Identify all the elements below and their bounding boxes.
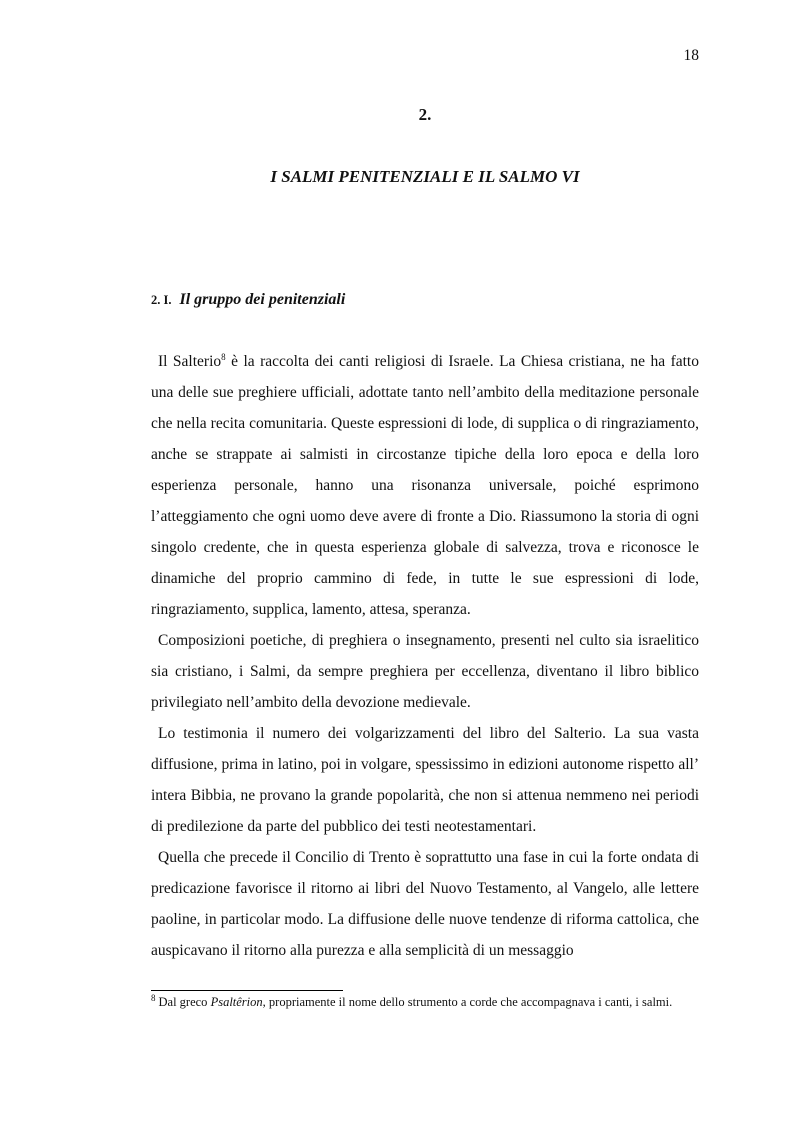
footnote-text-end: , propriamente il nome dello strumento a corde che accompagnava i canti, i salmi.: [262, 995, 673, 1009]
paragraph-1: [151, 346, 699, 625]
section-heading: [151, 291, 345, 309]
footnote-text-start: Dal greco: [158, 995, 211, 1009]
chapter-title: I SALMI PENITENZIALI E IL SALMO VI: [270, 167, 580, 186]
paragraph-4: Quella che precede il Concilio di Trento è soprattutto una fase in cui la forte ondata di predicazione favorisce il ritorno ai libri del Nuovo Testamento, al Vangelo, alle lettere paoline, in particolar modo. La diffusione delle nuove tendenze di riforma cattolica, che auspicavano il ritorno alla purezza e alla semplicità di un messaggio: [151, 849, 699, 959]
paragraph-3: Lo testimonia il numero dei volgarizzamenti del libro del Salterio. La sua vasta diffusione, prima in latino, poi in volgare, spessissimo in edizioni autonome rispetto all’ intera Bibbia, ne provano la grande popolarità, che non si attenua nemmeno nei periodi di predilezione da parte del pubblico dei testi neotestamentari.: [151, 725, 699, 835]
body-text: [151, 346, 699, 966]
section-number: 2. I.: [151, 293, 172, 307]
page-number: 18: [683, 47, 699, 64]
footnote-term: Psaltêrion: [210, 995, 263, 1009]
footnote: [151, 995, 699, 1010]
footnote-divider: [151, 990, 343, 991]
footnote-reference: 8: [221, 352, 226, 362]
chapter-number: 2.: [418, 105, 432, 124]
section-title: Il gruppo dei penitenziali: [179, 291, 346, 308]
paragraph-2: Composizioni poetiche, di preghiera o insegnamento, presenti nel culto sia israelitico sia cristiano, i Salmi, da sempre preghiera per eccellenza, diventano il libro biblico privilegiato nell’ambito della devozione medievale.: [151, 632, 699, 711]
footnote-marker: 8: [151, 993, 156, 1003]
paragraph-1-rest: è la raccolta dei canti religiosi di Israele. La Chiesa cristiana, ne ha fatto una delle sue preghiere ufficiali, adottate tanto nell’ambito della meditazione personale che nella recita comunitaria. Queste espressioni di lode, di supplica o di ringraziamento, anche se strappate ai salmisti in circostanze tipiche della loro epoca e della loro esperienza personale, hanno una risonanza universale, poiché esprimono l’atteggiamento che ogni uomo deve avere di fronte a Dio. Riassumono la storia di ogni singolo credente, che in questa esperienza globale di salvezza, trova e riconosce le dinamiche del proprio cammino di fede, in tutte le sue espressioni di lode, ringraziamento, supplica, lamento, attesa, speranza.: [151, 353, 699, 618]
paragraph-1-start: Il Salterio: [158, 353, 222, 370]
